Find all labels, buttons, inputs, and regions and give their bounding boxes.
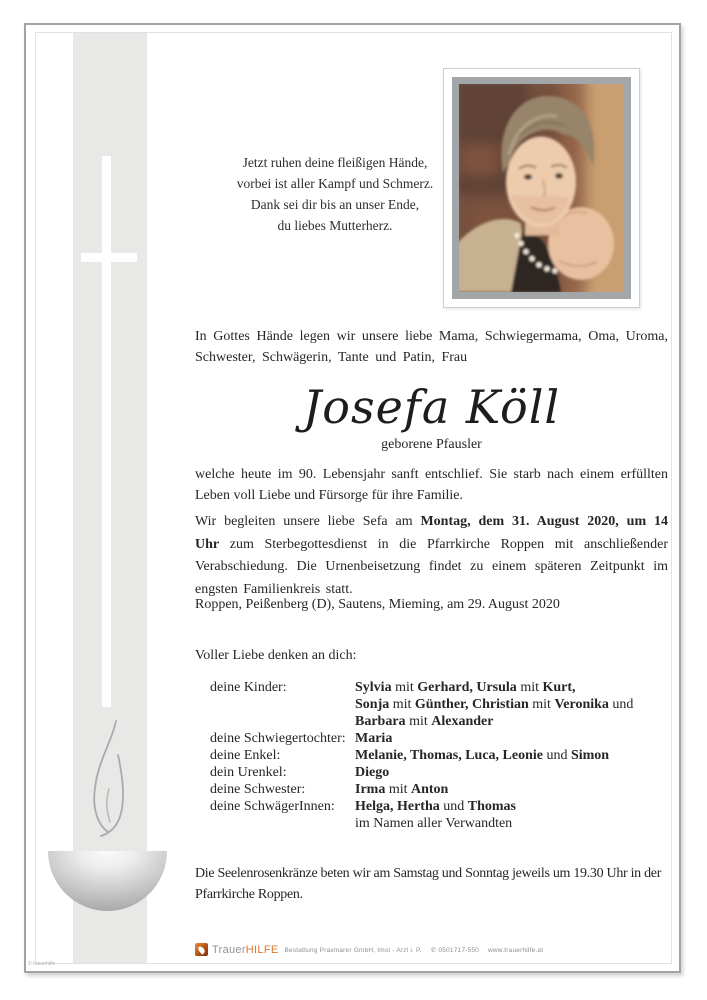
family-row: [210, 798, 668, 832]
family-names: Maria: [355, 731, 393, 746]
family-names: Melanie, Thomas, Luca, Leonie und Simon: [355, 748, 610, 763]
poem-line: du liebes Mutterherz.: [277, 218, 393, 233]
family-row: [210, 747, 668, 764]
footer-website: www.trauerhilfe.at: [487, 946, 544, 954]
family-row: [210, 679, 668, 730]
portrait-photo: [452, 77, 631, 299]
poem-line: Dank sei dir bis an unser Ende,: [250, 197, 420, 212]
cross-icon: [81, 253, 137, 262]
places-date-line: Roppen, Peißenberg (D), Sautens, Mieming, am 29. August 2020: [195, 597, 560, 612]
family-names: Sylvia mit Gerhard, Ursula mit Kurt, Sonja mit Günther, Christian mit Veronika und Barbara mit Alexander: [355, 680, 634, 729]
cross-icon: [102, 156, 111, 707]
family-relation-label: deine Kinder:: [210, 680, 287, 695]
footer-company: Bestattung Praxmarer GmbH, Imst - Arzl i. P.: [284, 946, 422, 954]
brand-name-gray: Trauer: [212, 943, 246, 956]
rosary-paragraph: Die Seelenrosenkränze beten wir am Samstag und Sonntag jeweils um 19.30 Uhr in der Pfarrkirche Roppen.: [195, 866, 662, 902]
family-names: Diego: [355, 765, 390, 780]
family-row: [210, 781, 668, 798]
family-relation-label: deine Schwiegertochter:: [210, 731, 346, 746]
copyright-note: © trauerhilfe: [28, 961, 56, 967]
deceased-name: Josefa Köll: [302, 380, 561, 434]
tribute-heading: Voller Liebe denken an dich:: [195, 648, 357, 663]
trauerhilfe-logo-icon: [195, 943, 208, 956]
poem-line: vorbei ist aller Kampf und Schmerz.: [236, 176, 434, 191]
memorial-poem: [195, 152, 475, 236]
family-names: Helga, Hertha und Thomas im Namen aller Verwandten: [355, 799, 516, 831]
poem-line: Jetzt ruhen deine fleißigen Hände,: [242, 155, 428, 170]
family-relation-label: deine Enkel:: [210, 748, 281, 763]
family-relation-label: deine SchwägerInnen:: [210, 799, 335, 814]
family-relation-label: deine Schwester:: [210, 782, 306, 797]
funeral-paragraph: Wir begleiten unsere liebe Sefa am Montag, dem 31. August 2020, um 14 Uhr zum Sterbegottesdienst in die Pfarrkirche Roppen mit anschließender Verabschiedung. Die Urnenbeisetzung findet zu einem späteren Zeitpunkt im engsten Familienkreis statt.: [195, 514, 668, 597]
brand-name-orange: HILFE: [245, 943, 279, 956]
maiden-name: geborene Pfausler: [381, 437, 482, 452]
death-paragraph: welche heute im 90. Lebensjahr sanft entschlief. Sie starb nach einem erfüllten Leben voll Liebe und Fürsorge für ihre Familie.: [195, 467, 668, 503]
candle-flame-icon: [78, 713, 138, 848]
logo-flame-icon: [197, 945, 206, 954]
family-row: [210, 730, 668, 747]
intro-paragraph: In Gottes Hände legen wir unsere liebe Mama, Schwiegermama, Oma, Uroma, Schwester, Schwägerin, Tante und Patin, Frau: [195, 329, 668, 365]
family-relation-label: dein Urenkel:: [210, 765, 287, 780]
family-names: Irma mit Anton: [355, 782, 449, 797]
family-row: [210, 764, 668, 781]
footer-phone: ✆ 0501717-550: [430, 946, 479, 954]
funeral-home-footer: [195, 943, 655, 956]
family-list: [210, 679, 668, 832]
